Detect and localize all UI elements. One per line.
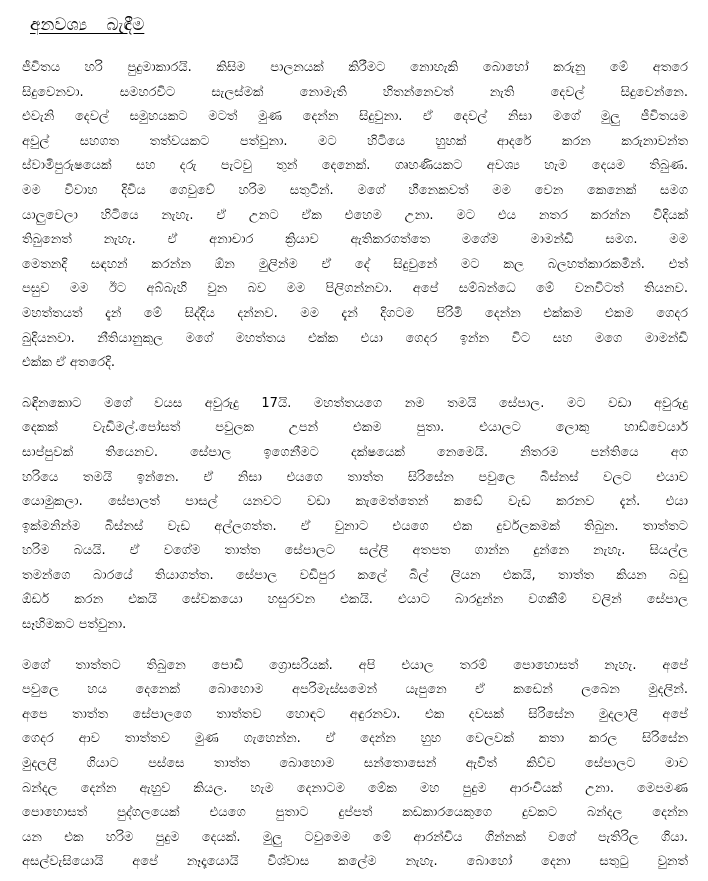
text-line: අපෙ තාත්ත සේපාලගෙ තාත්තව හොඳට අඳුරනවා. එක දවසක් සිරිසේන මුදලාලි අපේ xyxy=(22,706,688,722)
text-line: බන්දල දෙන්න ඇහුව කියල. හැම දෙනාටම මේක මහ පුදුම ආරංචියක් උනා. මෙපමණ xyxy=(22,780,688,796)
text-line: සාප්පුවක් තියෙනව. සේපාල ඉගෙනීමට දක්ෂයෙක් නෙමෙයි. නිතරම පන්තියෙ අග xyxy=(22,444,688,460)
text-line: බඳිනකොට මගේ වයස අවුරුදු 17යි. මහත්තයගෙ නම තමයි සේපාල. මට වඩා අවුරුදු xyxy=(22,395,688,411)
text-line: පසුව මම ඊට අබ්බැහි වුන බව මම පිලිගන්නවා. අපේ සම්බන්ධෙ මේ වනවිටත් තියනව. xyxy=(22,281,688,297)
text-line: මහත්තයත් දැන් මේ සිද්දිය දන්නව. මම දැන් දිගටම පිරිමි දෙන්න එක්කම එකම ගෙදර xyxy=(22,305,688,321)
text-line: දෙකක් වැඩිමල්.පෝසත් පවුලක උපන් එකම පුතා. එයාලට ලොකු හාඩ්වෙයාර් xyxy=(22,420,688,436)
text-line: බුදියනවා. නීතියානුකුල මගේ මහත්තය එක්ක එයා ගෙදර ඉන්න විට සහ මගෙ මාමන්ඩි xyxy=(22,330,688,346)
text-line: පවුලෙ හය දෙනෙක් බොහොම අපරිමැස්සමෙන් යැපුනෙ ඒ කඩෙන් ලබෙන මුදලින්. xyxy=(22,682,688,698)
text-line: හරිම බයයි. ඒ වගේම තාත්ත සේපාලට සල්ලි අතපත ගාන්න දුන්නෙ නැහැ. සියල්ල xyxy=(22,543,688,559)
text-line: පොහොසත් පුද්ගලයෙක් එයගෙ පුතාට දුප්පත් කඩකාරයෙකුගෙ දුවකට බන්දල දෙන්න xyxy=(22,805,688,821)
text-line: තමන්ගෙ බාරයේ තියාගත්ත. සේපාල වඩිපුර කලේ බිල් ලියන එකයි, තාත්ත කියන බඩු xyxy=(22,567,688,583)
text-line: මුදලලි ගියාට පස්සෙ තාත්ත බොහොම සන්තොසෙන් ඇවිත් කිව්ව සේපාලට මාව xyxy=(22,756,688,772)
text-line: අසල්වැසියොයි අපේ නෑදෑයොයි විශ්වාස කලේම නැහැ. බොහෝ දෙනා සතුටු වුනත් xyxy=(22,854,688,870)
text-line: අවුල් සහගත තත්වයකට පත්වුනා. මට හිටියෙ හුහක් ආදරේ කරන කරුනාවන්ත xyxy=(22,133,688,149)
text-line: එවැනි දෙවල් සමුහයකට මටත් මුණ දෙන්න සිදුවුනා. ඒ දෙවල් නිසා මගේ මුලු ජීවිතයම xyxy=(22,109,688,125)
text-line: ඕඩර් කරන එකයි සේවකයො හසුරවන එකයි. එයාට බාරදුන්න වගකීම් වලින් සේපාල xyxy=(22,592,688,608)
text-line: ජීවිතය හරි පුදුමාකාරයි. කිසිම පාලනයක් කිරීමට නොහැකි බොහෝ කරුනු මේ අතරෙ xyxy=(22,60,688,75)
text-line: මගේ තාත්තට තිබුනෙ පොඩි ග්‍රොසරියක්. අපි එයාල තරම් පොහොසත් නැහැ. අපේ xyxy=(22,657,688,673)
text-line: සෑහිමකට පත්වුනා. xyxy=(22,617,127,633)
text-line: මෙතනදි සඳහන් කරන්න ඕන මුලින්ම ඒ දේ සිදුවුනේ මට කල බලහත්කාරකමින්. එත් xyxy=(22,256,688,272)
text-line: හරියෙ තමයි ඉන්නෙ. ඒ නිසා එයගෙ තාත්ත සිරිසේන පවුලෙ බිස්නස් වලට එයාව xyxy=(22,469,688,485)
story-title: අනවශ්‍ය බැඳීම xyxy=(30,15,145,35)
text-line: යාලුවෙලා හිටියෙ නැහැ. ඒ උනට ඒක එහෙම උනා. මට එය නතර කරන්න විදියක් xyxy=(22,207,688,223)
paragraph xyxy=(22,654,688,875)
paragraph xyxy=(22,56,688,376)
text-line: ගෙදර ආව තාත්තව මුණ ගැහෙන්න. ඒ දෙන්න හුහ වෙලවක් කතා කරල සිරිසේන xyxy=(22,731,688,747)
text-line: මම විවාහ දිවිය ගෙවුවේ හරිම සතුටින්. මගේ හීනෙකවත් මම වෙන කෙනෙක් සමග xyxy=(22,182,688,198)
text-line: යොමුකලා. සේපාලත් පාසල් යනවට වඩා කැමෙත්තෙන් කඩේ වැඩ කරනව දැන්. එයා xyxy=(22,494,688,510)
text-line: සිදුවෙනවා. සමහරවිට සැලස්මක් නොමැති හිතන්නෙවත් නැති දෙවල් සිදුවෙන්නෙ. xyxy=(22,84,688,100)
text-line: ඉක්මනින්ම බිස්නස් වැඩ අල්ලගත්ත. ඒ වුනාට එයගෙ එක දුර්වලකමක් තිබුන. තාත්තට xyxy=(22,518,688,534)
text-line: යන එක හරිම පුදුම දෙයක්. මුලු ටවුමෙම මේ ආරන්චිය ගින්නක් වගේ පැතිරිල ගියා. xyxy=(22,829,688,845)
text-line: එක්ක ඒ අතරෙදි. xyxy=(22,355,116,371)
text-line: තිබුනෙත් නැහැ. ඒ අනාචාර ක්‍රියාව ඇතිකරගත්තෙ මගේම මාමන්ඩි සමග. මම xyxy=(22,232,688,248)
text-line: ස්වාමිපුරුෂයෙක් සහ දරු පැටවු තුන් දෙනෙක්. ගෘහණියකට අවශ්‍ය හැම දෙයම තිබුණ. xyxy=(22,158,688,174)
paragraph xyxy=(22,392,688,638)
